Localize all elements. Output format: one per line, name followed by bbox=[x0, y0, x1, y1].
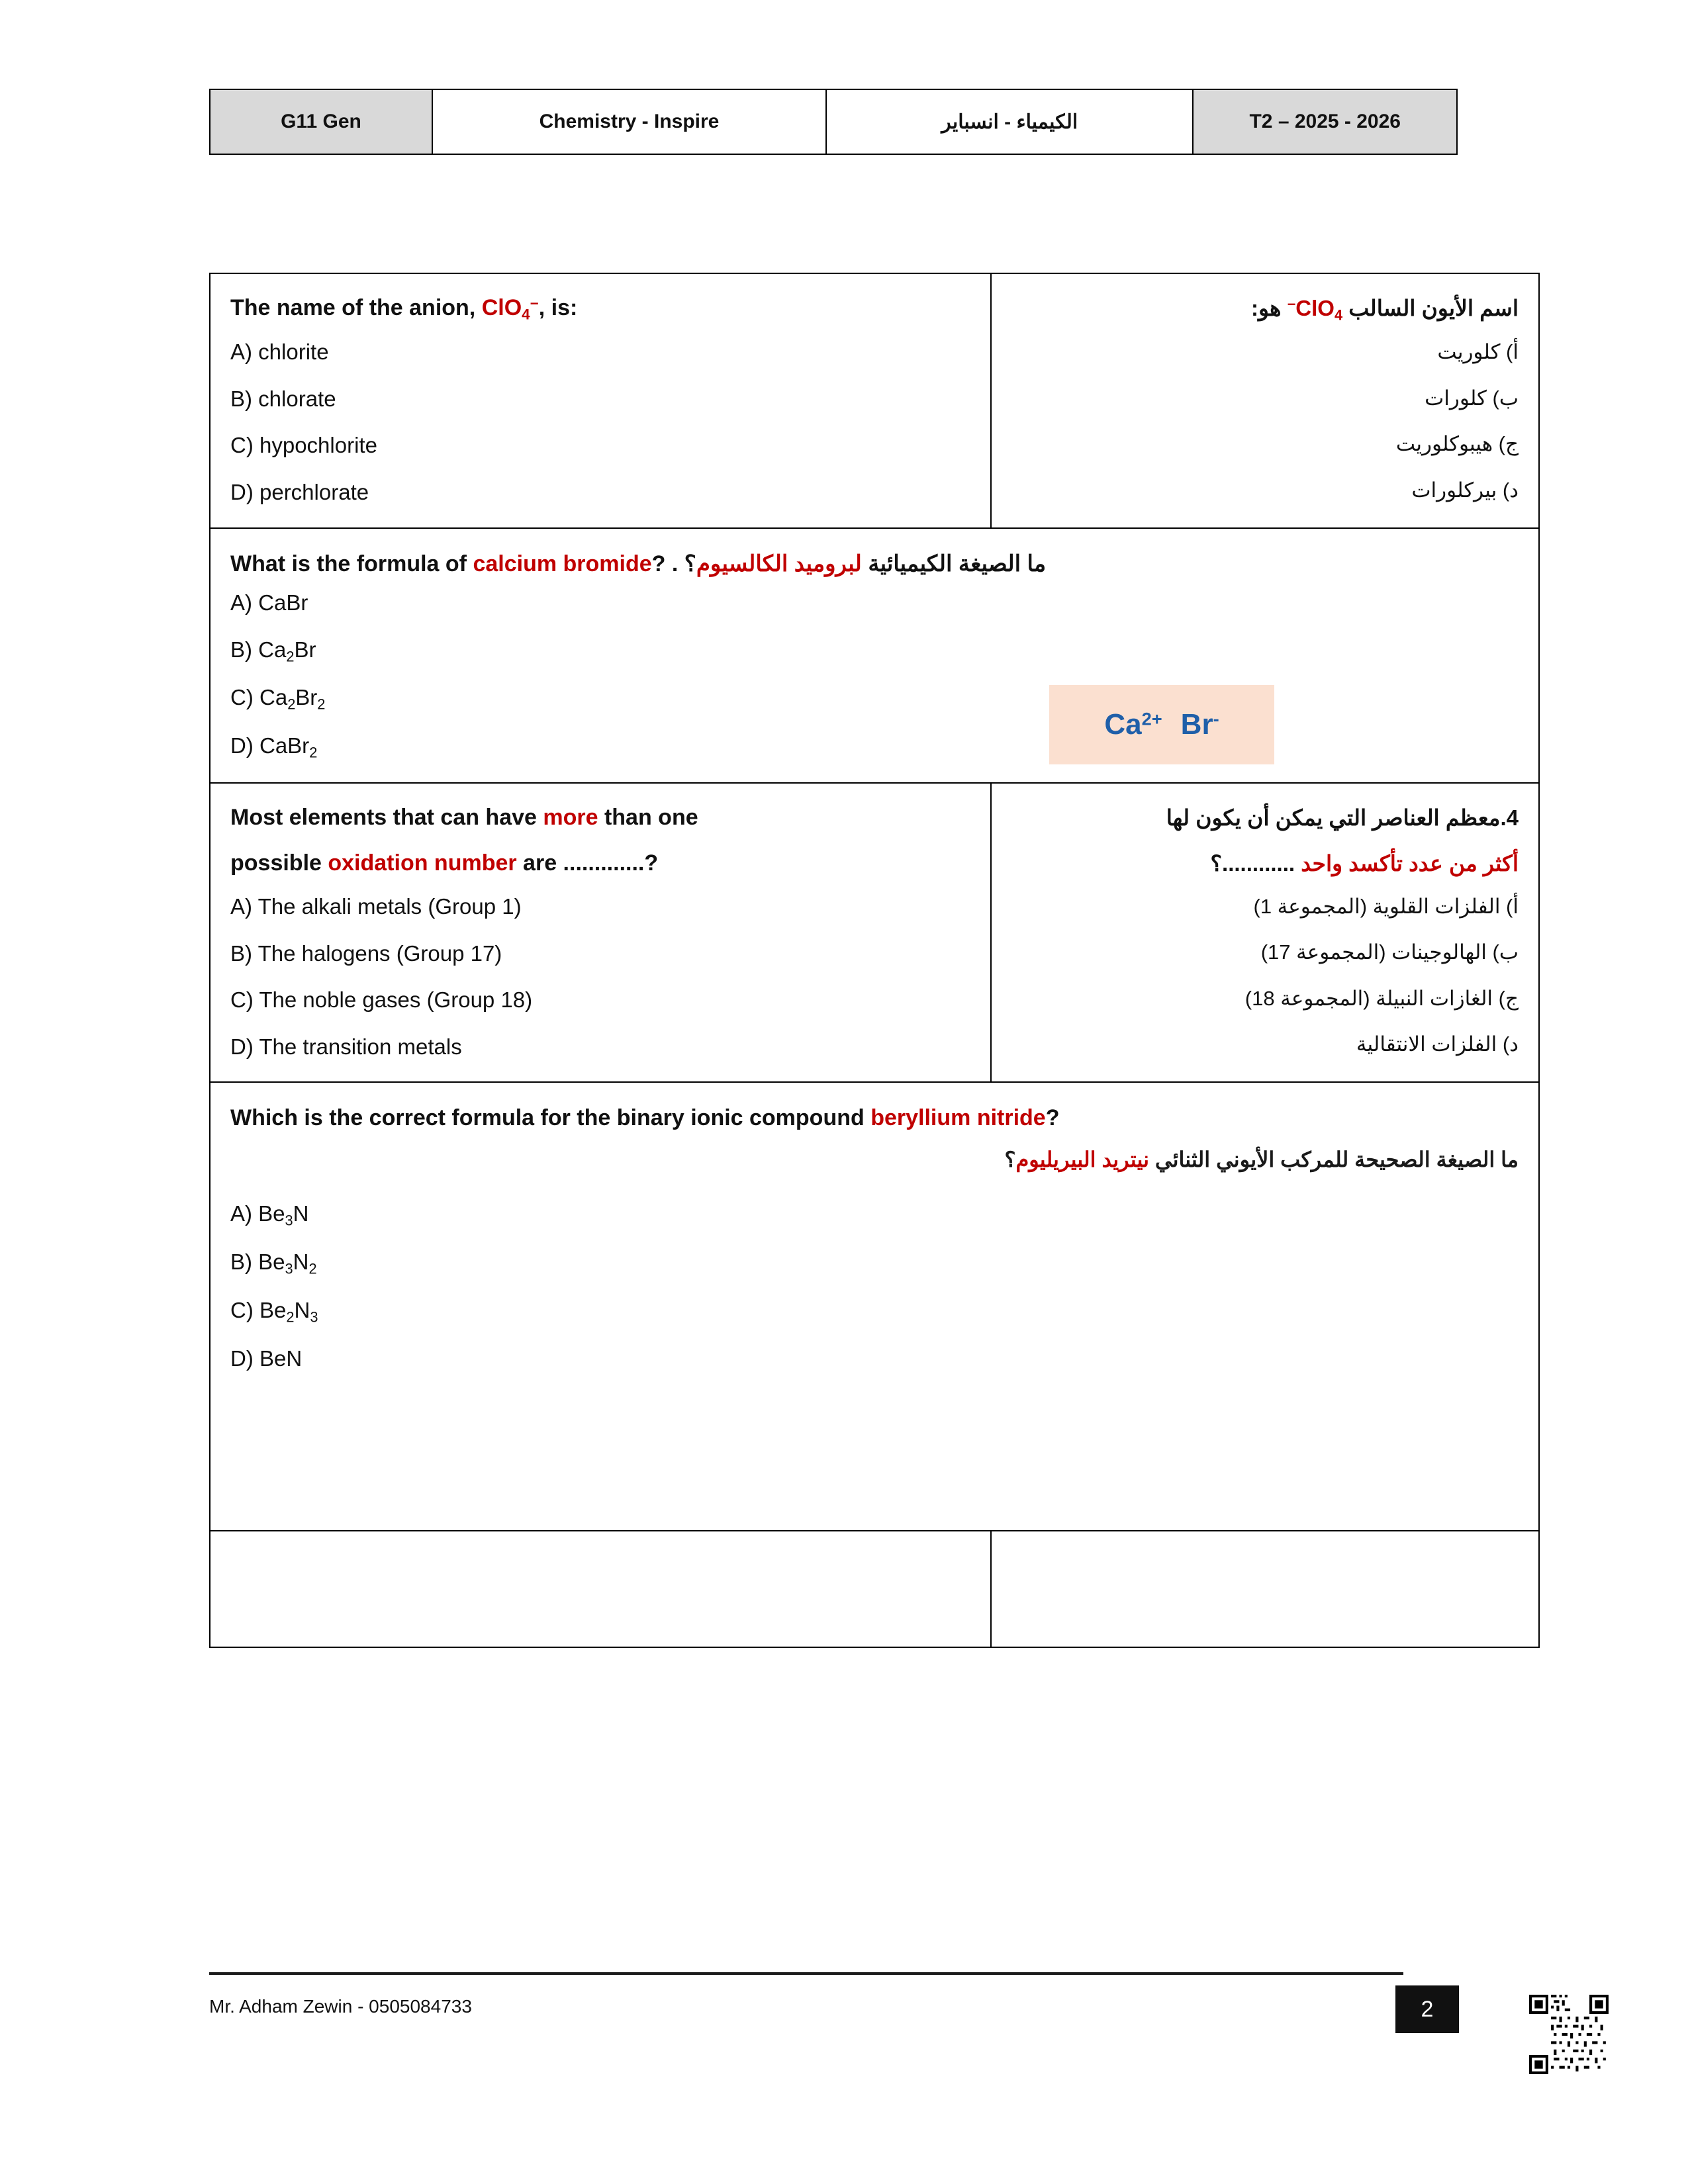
q3-l1-highlight: more bbox=[543, 805, 598, 831]
question-2-stem-post: ? . bbox=[651, 551, 679, 576]
question-3-stem-ar-line2 bbox=[1011, 846, 1519, 882]
header-subject-ar: الكيمياء - انسباير bbox=[826, 89, 1193, 154]
question-3-ar-option-b: ب) الهالوجينات (المجموعة 17) bbox=[1260, 940, 1519, 964]
question-row-1 bbox=[210, 273, 1539, 528]
question-3-option-b: B) The halogens (Group 17) bbox=[230, 940, 502, 966]
question-1-formula: ClO$_4$− bbox=[481, 295, 539, 323]
q3-ar-highlight: أكثر من عدد تأكسد واحد bbox=[1301, 851, 1519, 876]
header-grade: G11 Gen bbox=[210, 89, 432, 154]
question-1-stem-en bbox=[230, 291, 970, 326]
question-2-stem-ar bbox=[684, 551, 1046, 576]
question-2-cell bbox=[210, 528, 1539, 784]
cation-label: $Ca^{2+}$ bbox=[1104, 708, 1162, 741]
question-2-stem bbox=[230, 546, 1519, 582]
question-2-stem-ar-pre: ما الصيغة الكيميائية bbox=[861, 551, 1047, 576]
question-2-option-d: D) CaBr$_2$ bbox=[230, 733, 318, 761]
anion-label: Br- bbox=[1180, 708, 1219, 741]
question-4-option-a: A) $Be_3N$ bbox=[230, 1201, 309, 1229]
qr-code-icon bbox=[1529, 1995, 1609, 2074]
q3-l2-highlight: oxidation number bbox=[328, 850, 517, 876]
question-3-ar-option-d: د) الفلزات الانتقالية bbox=[1356, 1032, 1519, 1056]
question-3-english bbox=[210, 783, 991, 1082]
question-3-ar-option-c: ج) الغازات النبيلة (المجموعة 18) bbox=[1244, 986, 1519, 1010]
q4-ar-post: ؟ bbox=[1004, 1147, 1016, 1171]
empty-cell-left bbox=[210, 1531, 991, 1647]
question-3-ar-option-a: أ) الفلزات القلوية (المجموعة 1) bbox=[1253, 894, 1519, 918]
question-row-2 bbox=[210, 528, 1539, 784]
question-1-option-b: B) chlorate bbox=[230, 386, 336, 411]
header-subject-en: Chemistry - Inspire bbox=[432, 89, 826, 154]
header-row bbox=[210, 89, 1457, 154]
question-1-ar-option-c: ج) هيبوكلوريت bbox=[1395, 432, 1519, 456]
q4-stem-highlight: beryllium nitride bbox=[870, 1105, 1046, 1131]
question-1-stem-ar: اسم الأيون السالب ClO$_4$− هو: bbox=[1250, 296, 1519, 324]
question-1-english bbox=[210, 273, 991, 528]
question-3-option-d: D) The transition metals bbox=[230, 1034, 462, 1059]
q3-l2b: are .............? bbox=[516, 850, 659, 876]
footer-credit: Mr. Adham Zewin - 0505084733 bbox=[209, 1996, 472, 2017]
question-4-stem-en bbox=[230, 1100, 1519, 1136]
question-4-option-d: D) BeN bbox=[230, 1345, 303, 1371]
question-2-option-b: B) $Ca_2Br$ bbox=[230, 637, 316, 665]
question-2-stem-pre: What is the formula of bbox=[230, 551, 473, 576]
footer-divider bbox=[209, 1972, 1403, 1975]
header-term: T2 – 2025 - 2026 bbox=[1193, 89, 1457, 154]
question-1-ar-option-a: أ) كلوريت bbox=[1437, 340, 1519, 364]
question-1-ar-option-b: ب) كلورات bbox=[1425, 386, 1519, 410]
question-3-stem-en-line1 bbox=[230, 801, 970, 835]
question-1-arabic bbox=[991, 273, 1539, 528]
question-3-arabic bbox=[991, 783, 1539, 1082]
question-3-option-c: C) The noble gases (Group 18) bbox=[230, 987, 533, 1013]
question-2-stem-highlight: calcium bromide bbox=[473, 551, 652, 576]
q3-l1b: than one bbox=[598, 805, 698, 831]
q3-l2a: possible bbox=[230, 850, 328, 876]
question-1-stem-post: , is: bbox=[538, 295, 578, 320]
empty-row bbox=[210, 1531, 1539, 1647]
question-1-ar-option-d: د) بيركلورات bbox=[1411, 478, 1519, 502]
question-1-stem-pre: The name of the anion, bbox=[230, 295, 482, 320]
question-row-4 bbox=[210, 1082, 1539, 1531]
empty-cell-right bbox=[991, 1531, 1539, 1647]
questions-table bbox=[209, 273, 1540, 1648]
header-table bbox=[209, 89, 1458, 155]
question-3-stem-en-line2 bbox=[230, 846, 970, 880]
question-1-option-d: D) perchlorate bbox=[230, 480, 369, 505]
question-4-option-b: B) $Be_3N_2$ bbox=[230, 1249, 317, 1277]
q4-ar-pre: ما الصيغة الصحيحة للمركب الأيوني الثنائي bbox=[1149, 1147, 1519, 1171]
q4-stem-post: ? bbox=[1045, 1105, 1060, 1131]
page-number: 2 bbox=[1395, 1985, 1459, 2033]
question-4-stem-ar bbox=[230, 1143, 1519, 1177]
question-1-option-c: C) hypochlorite bbox=[230, 433, 377, 458]
q4-stem-pre: Which is the correct formula for the binary ionic compound bbox=[230, 1105, 871, 1131]
question-2-option-c: C) $Ca_2Br_2$ bbox=[230, 685, 326, 713]
question-4-cell bbox=[210, 1082, 1539, 1531]
question-2-stem-ar-highlight: لبروميد الكالسيوم bbox=[696, 551, 862, 576]
question-1-option-a: A) chlorite bbox=[230, 340, 329, 365]
question-row-3 bbox=[210, 783, 1539, 1082]
question-3-option-a: A) The alkali metals (Group 1) bbox=[230, 894, 522, 919]
question-2-option-a: A) CaBr bbox=[230, 590, 308, 615]
q3-l1a: Most elements that can have bbox=[230, 805, 543, 831]
q3-ar-rest: ............؟ bbox=[1210, 851, 1301, 876]
q4-ar-highlight: نيتريد البيريليوم bbox=[1015, 1147, 1150, 1171]
question-3-stem-ar-line1: 4.معظم العناصر التي يمكن أن يكون لها bbox=[1166, 805, 1519, 831]
question-4-option-c: C) $Be_2N_3$ bbox=[230, 1297, 318, 1326]
question-2-stem-ar-post: ؟ bbox=[684, 551, 696, 576]
ion-graphic bbox=[1049, 685, 1274, 764]
